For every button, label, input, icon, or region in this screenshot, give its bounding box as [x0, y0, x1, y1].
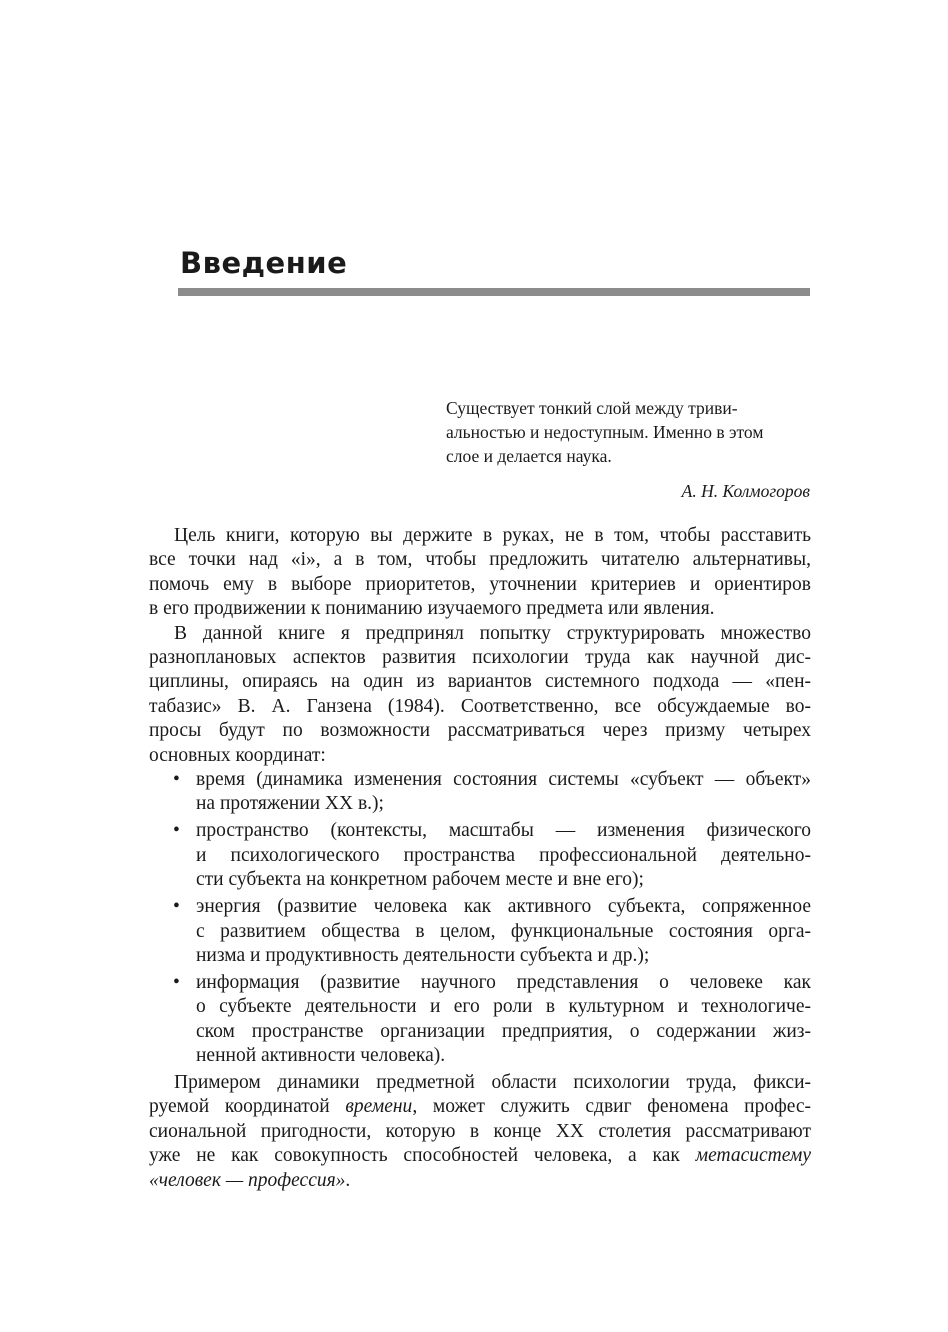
text-line: пространство (контексты, масштабы — изменения физического — [196, 820, 811, 842]
text-line: Цель книги, которую вы держите в руках, не в том, чтобы расставить — [174, 525, 811, 546]
paragraph-2 — [149, 622, 811, 768]
text-line: помочь ему в выборе приоритетов, уточнении критериев и ориентиров — [149, 573, 811, 595]
bullet-icon: • — [173, 971, 180, 993]
emphasis-human-profession: «человек — профессия» — [149, 1169, 346, 1191]
epigraph-author: А. Н. Колмогоров — [681, 481, 810, 501]
epigraph-line: альностью и недоступным. Именно в этом — [446, 422, 764, 442]
text-line: сти субъекта на конкретном рабочем месте и вне его); — [196, 869, 644, 891]
epigraph — [446, 396, 810, 503]
text-run: , может служить сдвиг феномена профес- — [412, 1096, 812, 1118]
text-line: основных координат: — [149, 744, 326, 766]
list-item — [149, 971, 811, 1069]
list-item — [149, 768, 811, 817]
body-text — [149, 524, 811, 1193]
title-underline — [178, 288, 810, 296]
text-line: просы будут по возможности рассматриваться через призму четырех — [149, 720, 811, 742]
text-line: ском пространстве организации предприятия, о содержании жиз- — [196, 1020, 811, 1042]
text-run: . — [345, 1169, 351, 1191]
text-line — [149, 1144, 811, 1168]
text-line: в его продвижении к пониманию изучаемого предмета или явления. — [149, 598, 715, 620]
epigraph-line: слое и делается наука. — [446, 446, 612, 466]
text-line: на протяжении XX в.); — [196, 793, 384, 815]
epigraph-line: Существует тонкий слой между триви- — [446, 398, 738, 418]
text-line: табазис» В. А. Ганзена (1984). Соответственно, все обсуждаемые во- — [149, 695, 811, 717]
text-line: и психологического пространства профессиональной деятельно- — [196, 844, 811, 866]
list-item — [149, 819, 811, 892]
text-run: уже не как совокупность способностей человека, а как — [149, 1145, 696, 1167]
chapter-title: Введение — [180, 246, 348, 280]
bullet-list — [149, 768, 811, 1068]
text-line — [149, 1169, 811, 1193]
bullet-icon: • — [173, 820, 180, 842]
text-line: разноплановых аспектов развития психологии труда как научной дис- — [149, 647, 811, 669]
text-line: информация (развитие научного представления о человеке как — [196, 971, 811, 993]
text-line: низма и продуктивность деятельности субъекта и др.); — [196, 944, 650, 966]
text-line: сиональной пригодности, которую в конце XX столетия рассматривают — [149, 1120, 811, 1142]
text-line: Примером динамики предметной области психологии труда, фикси- — [174, 1071, 811, 1093]
emphasis-metasystem: метасистему — [695, 1145, 811, 1167]
text-line: о субъекте деятельности и его роли в культурном и технологиче- — [196, 996, 811, 1018]
text-run: руемой координатой — [149, 1096, 346, 1118]
text-line: с развитием общества в целом, функциональные состояния орга- — [196, 920, 811, 942]
text-line: время (динамика изменения состояния системы «субъект — объект» — [196, 769, 811, 791]
text-line: В данной книге я предпринял попытку структурировать множество — [174, 622, 811, 644]
list-item — [149, 895, 811, 968]
text-line: все точки над «i», а в том, чтобы предложить читателю альтернативы, — [149, 549, 811, 571]
text-line: ненной активности человека). — [196, 1045, 446, 1067]
text-line: циплины, опираясь на один из вариантов системного подхода — «пен- — [149, 671, 811, 693]
paragraph-1 — [149, 524, 811, 622]
text-line: энергия (развитие человека как активного субъекта, сопряженное — [196, 896, 811, 918]
text-line — [149, 1095, 811, 1119]
emphasis-time: времени — [345, 1096, 413, 1118]
bullet-icon: • — [173, 769, 180, 791]
bullet-icon: • — [173, 896, 180, 918]
paragraph-3 — [149, 1071, 811, 1193]
